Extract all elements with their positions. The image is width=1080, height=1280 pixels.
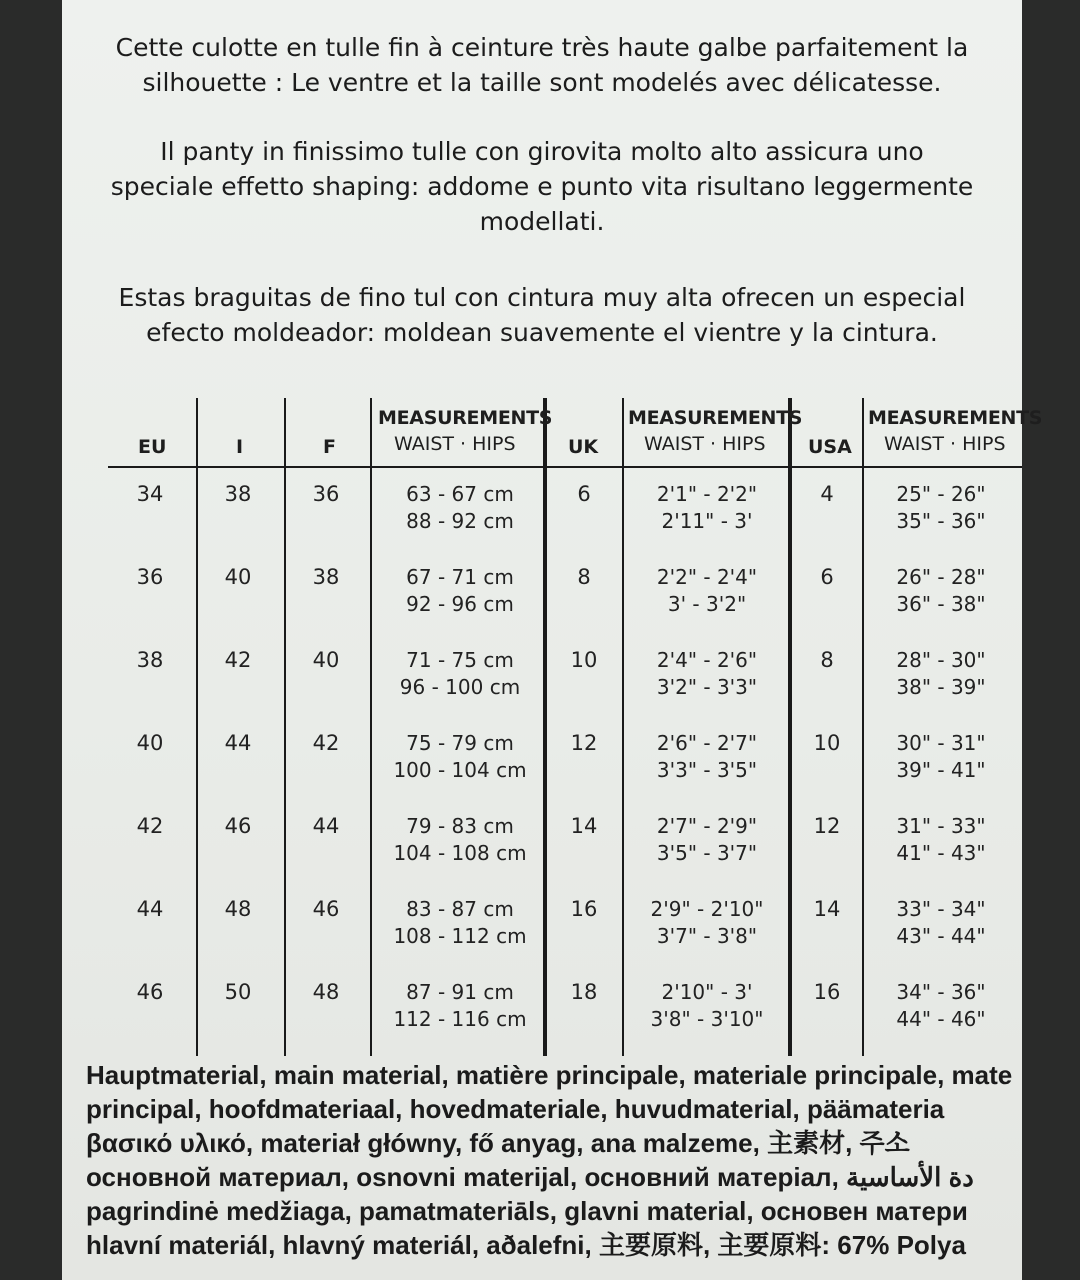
cell-usa: 14	[813, 897, 841, 921]
cell-us-waist: 31" - 33"	[896, 814, 986, 838]
cell-us-range	[866, 481, 1016, 535]
cell-f: 48	[312, 980, 340, 1004]
cell-uk-waist: 2'6" - 2'7"	[656, 731, 758, 755]
cell-uk-range	[628, 564, 786, 618]
cell-cm-waist: 79 - 83 cm	[406, 814, 514, 838]
header-eu: EU	[138, 436, 167, 458]
materials-line: Hauptmaterial, main material, matière principale, materiale principale, mate	[86, 1060, 1013, 1090]
cell-usa: 10	[813, 731, 841, 755]
cell-cm-range	[380, 730, 540, 784]
cell-eu: 44	[136, 897, 164, 921]
cell-us-hips: 36" - 38"	[896, 592, 986, 616]
cell-cm-waist: 63 - 67 cm	[406, 482, 514, 506]
cell-uk-waist: 2'9" - 2'10"	[650, 897, 764, 921]
intro-line: efecto moldeador: moldean suavemente el vientre y la cintura.	[146, 318, 938, 347]
background-left-edge	[0, 0, 62, 1280]
header-waist-hips-usa: WAIST · HIPS	[884, 433, 1006, 455]
cell-i: 38	[224, 482, 252, 506]
cell-uk-hips: 2'11" - 3'	[661, 509, 753, 533]
cell-us-hips: 41" - 43"	[896, 841, 986, 865]
cell-f: 40	[312, 648, 340, 672]
cell-uk: 8	[577, 565, 591, 589]
column-divider	[862, 398, 864, 1056]
cell-usa: 12	[813, 814, 841, 838]
cell-eu: 36	[136, 565, 164, 589]
intro-line: Cette culotte en tulle fin à ceinture très haute galbe parfaitement la	[115, 33, 969, 62]
cell-us-hips: 43" - 44"	[896, 924, 986, 948]
cell-uk-range	[628, 730, 786, 784]
materials-line: основной материал, osnovni materijal, основний матеріал, دة الأساسية	[86, 1162, 974, 1192]
cell-us-range	[866, 979, 1016, 1033]
cell-eu: 34	[136, 482, 164, 506]
cell-uk-hips: 3'2" - 3'3"	[656, 675, 758, 699]
cell-uk-hips: 3'3" - 3'5"	[656, 758, 758, 782]
cell-usa: 4	[820, 482, 834, 506]
column-divider	[370, 398, 372, 1056]
cell-us-waist: 33" - 34"	[896, 897, 986, 921]
cell-uk-range	[628, 813, 786, 867]
cell-us-hips: 39" - 41"	[896, 758, 986, 782]
cell-i: 46	[224, 814, 252, 838]
cell-cm-hips: 112 - 116 cm	[393, 1007, 527, 1031]
materials-line: βασικό υλικό, materiał główny, fő anyag, ana malzeme, 主素材, 주소	[86, 1128, 910, 1158]
cell-f: 44	[312, 814, 340, 838]
cell-cm-hips: 88 - 92 cm	[406, 509, 514, 533]
cell-uk-waist: 2'2" - 2'4"	[656, 565, 758, 589]
intro-spanish	[62, 280, 1022, 350]
cell-cm-waist: 83 - 87 cm	[406, 897, 514, 921]
intro-french	[62, 30, 1022, 100]
cell-uk: 12	[570, 731, 598, 755]
header-usa: USA	[808, 436, 852, 458]
cell-uk: 18	[570, 980, 598, 1004]
cell-f: 36	[312, 482, 340, 506]
column-divider-bold	[788, 398, 792, 1056]
label-card	[62, 0, 1043, 1280]
cell-cm-range	[380, 813, 540, 867]
cell-i: 44	[224, 731, 252, 755]
cell-i: 42	[224, 648, 252, 672]
cell-cm-range	[380, 647, 540, 701]
cell-cm-waist: 67 - 71 cm	[406, 565, 514, 589]
cell-us-waist: 25" - 26"	[896, 482, 986, 506]
cell-uk-waist: 2'1" - 2'2"	[656, 482, 758, 506]
intro-line: speciale effetto shaping: addome e punto vita risultano leggermente	[110, 172, 974, 201]
cell-i: 40	[224, 565, 252, 589]
cell-us-hips: 38" - 39"	[896, 675, 986, 699]
column-divider	[284, 398, 286, 1056]
intro-italian	[62, 134, 1022, 239]
intro-line: modellati.	[479, 207, 605, 236]
column-divider	[622, 398, 624, 1056]
cell-us-range	[866, 564, 1016, 618]
header-measurements-uk: MEASUREMENTS	[628, 407, 803, 429]
background-right-edge	[1022, 0, 1080, 1280]
cell-usa: 16	[813, 980, 841, 1004]
cell-eu: 40	[136, 731, 164, 755]
cell-cm-waist: 75 - 79 cm	[406, 731, 514, 755]
cell-uk-waist: 2'10" - 3'	[661, 980, 753, 1004]
cell-us-waist: 26" - 28"	[896, 565, 986, 589]
cell-cm-hips: 92 - 96 cm	[406, 592, 514, 616]
cell-eu: 38	[136, 648, 164, 672]
materials-line: pagrindinė medžiaga, pamatmateriāls, glavni material, основен матери	[86, 1196, 968, 1226]
cell-cm-hips: 100 - 104 cm	[393, 758, 527, 782]
cell-cm-range	[380, 979, 540, 1033]
cell-us-range	[866, 730, 1016, 784]
header-uk: UK	[568, 436, 599, 458]
cell-uk-waist: 2'4" - 2'6"	[656, 648, 758, 672]
intro-line: Estas braguitas de fino tul con cintura muy alta ofrecen un especial	[118, 283, 966, 312]
cell-uk: 16	[570, 897, 598, 921]
cell-uk-hips: 3' - 3'2"	[667, 592, 747, 616]
cell-i: 50	[224, 980, 252, 1004]
cell-us-waist: 34" - 36"	[896, 980, 986, 1004]
cell-cm-hips: 104 - 108 cm	[393, 841, 527, 865]
cell-uk-range	[628, 481, 786, 535]
cell-f: 38	[312, 565, 340, 589]
header-divider	[108, 466, 1022, 468]
cell-uk-range	[628, 896, 786, 950]
cell-cm-waist: 87 - 91 cm	[406, 980, 514, 1004]
cell-uk-hips: 3'5" - 3'7"	[656, 841, 758, 865]
cell-f: 46	[312, 897, 340, 921]
cell-uk-hips: 3'7" - 3'8"	[656, 924, 758, 948]
cell-uk-hips: 3'8" - 3'10"	[650, 1007, 764, 1031]
cell-us-range	[866, 813, 1016, 867]
column-divider-bold	[543, 398, 547, 1056]
cell-cm-range	[380, 481, 540, 535]
header-waist-hips-uk: WAIST · HIPS	[644, 433, 766, 455]
cell-uk-range	[628, 647, 786, 701]
cell-cm-hips: 108 - 112 cm	[393, 924, 527, 948]
cell-cm-range	[380, 896, 540, 950]
cell-usa: 6	[820, 565, 834, 589]
cell-uk: 14	[570, 814, 598, 838]
header-f: F	[323, 436, 336, 458]
materials-text	[86, 1058, 1026, 1262]
cell-us-range	[866, 896, 1016, 950]
cell-cm-hips: 96 - 100 cm	[399, 675, 521, 699]
cell-uk: 6	[577, 482, 591, 506]
materials-line: principal, hoofdmateriaal, hovedmateriale, huvudmaterial, päämateria	[86, 1094, 945, 1124]
cell-uk-range	[628, 979, 786, 1033]
header-measurements-cm: MEASUREMENTS	[378, 407, 553, 429]
cell-us-hips: 35" - 36"	[896, 509, 986, 533]
cell-cm-range	[380, 564, 540, 618]
cell-uk-waist: 2'7" - 2'9"	[656, 814, 758, 838]
cell-i: 48	[224, 897, 252, 921]
cell-usa: 8	[820, 648, 834, 672]
column-divider	[196, 398, 198, 1056]
cell-us-range	[866, 647, 1016, 701]
cell-eu: 46	[136, 980, 164, 1004]
cell-us-hips: 44" - 46"	[896, 1007, 986, 1031]
cell-f: 42	[312, 731, 340, 755]
header-measurements-usa: MEASUREMENTS	[868, 407, 1043, 429]
intro-line: silhouette : Le ventre et la taille sont modelés avec délicatesse.	[142, 68, 942, 97]
cell-eu: 42	[136, 814, 164, 838]
cell-us-waist: 28" - 30"	[896, 648, 986, 672]
cell-uk: 10	[570, 648, 598, 672]
cell-cm-waist: 71 - 75 cm	[406, 648, 514, 672]
intro-line: Il panty in finissimo tulle con girovita molto alto assicura uno	[160, 137, 924, 166]
header-waist-hips-cm: WAIST · HIPS	[394, 433, 516, 455]
cell-us-waist: 30" - 31"	[896, 731, 986, 755]
header-i: I	[236, 436, 244, 458]
materials-line: hlavní materiál, hlavný materiál, aðalefni, 主要原料, 主要原料: 67% Polya	[86, 1230, 966, 1260]
